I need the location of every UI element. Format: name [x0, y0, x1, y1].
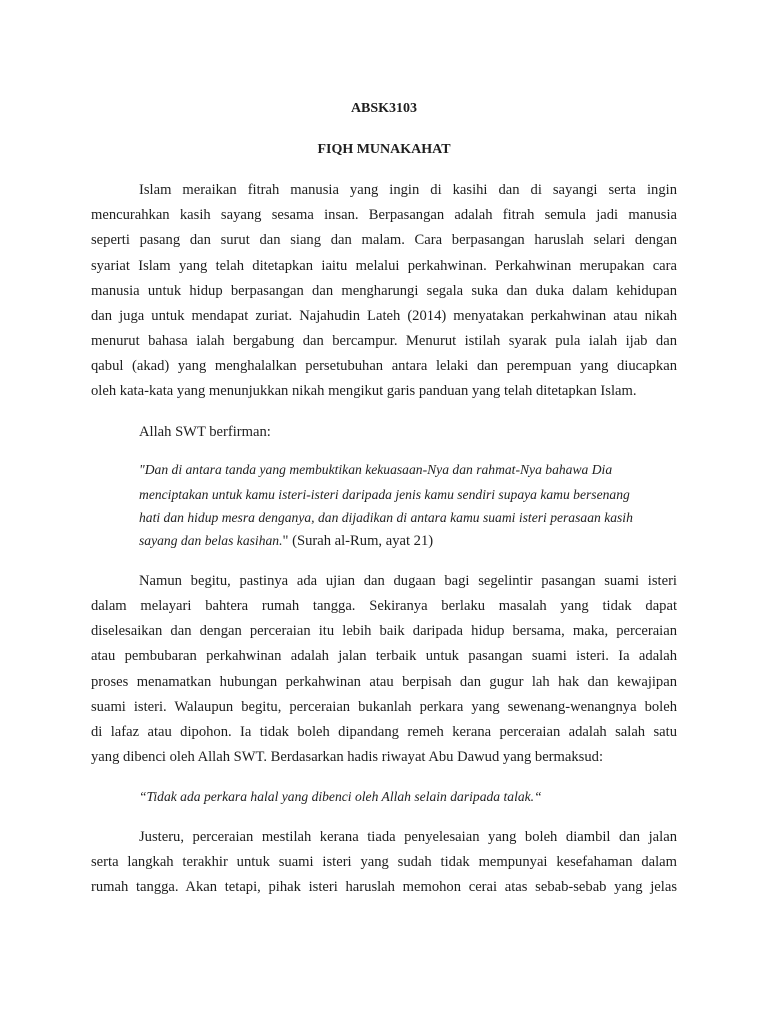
paragraph-1-line: dan juga untuk mendapat zuriat. Najahudin Lateh (2014) menyatakan perkahwinan atau nikah — [91, 308, 677, 324]
paragraph-2-line: yang dibenci oleh Allah SWT. Berdasarkan hadis riwayat Abu Dawud yang bermaksud: — [91, 749, 603, 765]
paragraph-1-line: menurut bahasa ialah bergabung dan bercampur. Menurut istilah syarak pula ialah ijab dan — [91, 333, 677, 349]
paragraph-1-line: manusia untuk hidup berpasangan dan mengharungi segala suka dan duka dalam kehidupan — [91, 283, 677, 299]
quran-quote-line — [139, 508, 679, 528]
paragraph-3-line: serta langkah terakhir untuk suami isteri yang sudah tidak mempunyai kesefahaman dalam — [91, 854, 677, 870]
quote-intro: Allah SWT berfirman: — [139, 424, 271, 440]
paragraph-2-line: dalam melayari bahtera rumah tangga. Sekiranya berlaku masalah yang tidak dapat — [91, 598, 677, 614]
quran-quote-line — [139, 460, 679, 480]
course-code: ABSK3103 — [350, 101, 418, 116]
paragraph-3-line: rumah tangga. Akan tetapi, pihak isteri haruslah memohon cerai atas sebab-sebab yang jelas — [91, 879, 677, 895]
quran-quote-text: "Dan di antara tanda yang membuktikan kekuasaan-Nya dan rahmat-Nya bahawa Dia — [139, 462, 613, 477]
paragraph-1-line: qabul (akad) yang menghalalkan persetubuhan antara lelaki dan perempuan yang diucapkan — [91, 358, 677, 374]
document-title: FIQH MUNAKAHAT — [317, 142, 451, 157]
paragraph-1-line: Islam meraikan fitrah manusia yang ingin di kasihi dan di sayangi serta ingin — [139, 182, 677, 198]
paragraph-2-line: suami isteri. Walaupun begitu, perceraian bukanlah perkara yang sewenang-wenangnya boleh — [91, 699, 677, 715]
quran-citation: " (Surah al-Rum, ayat 21) — [282, 533, 434, 549]
quran-quote-text: hati dan hidup mesra denganya, dan dijadikan di antara kamu suami isteri perasaan kasih — [139, 510, 633, 525]
paragraph-3-line: Justeru, perceraian mestilah kerana tiada penyelesaian yang boleh diambil dan jalan — [139, 829, 677, 845]
paragraph-1-line: syariat Islam yang telah ditetapkan iaitu melalui perkahwinan. Perkahwinan merupakan cara — [91, 258, 677, 274]
paragraph-1-line: seperti pasang dan surut dan siang dan malam. Cara berpasangan haruslah selari dengan — [91, 232, 677, 248]
paragraph-1-line: mencurahkan kasih sayang sesama insan. Berpasangan adalah fitrah semula jadi manusia — [91, 207, 677, 223]
paragraph-2-line: Namun begitu, pastinya ada ujian dan dugaan bagi segelintir pasangan suami isteri — [139, 573, 677, 589]
hadith-quote: “Tidak ada perkara halal yang dibenci oleh Allah selain daripada talak.“ — [139, 789, 542, 804]
quran-quote-line — [139, 531, 679, 551]
quran-quote-text: sayang dan belas kasihan. — [139, 533, 283, 548]
quran-quote-text: menciptakan untuk kamu isteri-isteri daripada jenis kamu sendiri supaya kamu bersenang — [139, 487, 630, 502]
paragraph-2-line: di lafaz atau dipohon. Ia tidak boleh dipandang remeh kerana perceraian adalah salah satu — [91, 724, 677, 740]
paragraph-2-line: proses menamatkan hubungan perkahwinan atau berpisah dan gugur lah hak dan kewajipan — [91, 674, 677, 690]
quran-quote-line — [139, 485, 679, 505]
hadith-quote-line — [139, 787, 679, 807]
paragraph-1-line: oleh kata-kata yang menunjukkan nikah mengikut garis panduan yang telah ditetapkan Islam. — [91, 383, 637, 399]
paragraph-2-line: diselesaikan dan dengan perceraian itu lebih baik daripada hidup bersama, maka, perceraian — [91, 623, 677, 639]
paragraph-2-line: atau pembubaran perkahwinan adalah jalan terbaik untuk pasangan suami isteri. Ia adalah — [91, 648, 677, 664]
